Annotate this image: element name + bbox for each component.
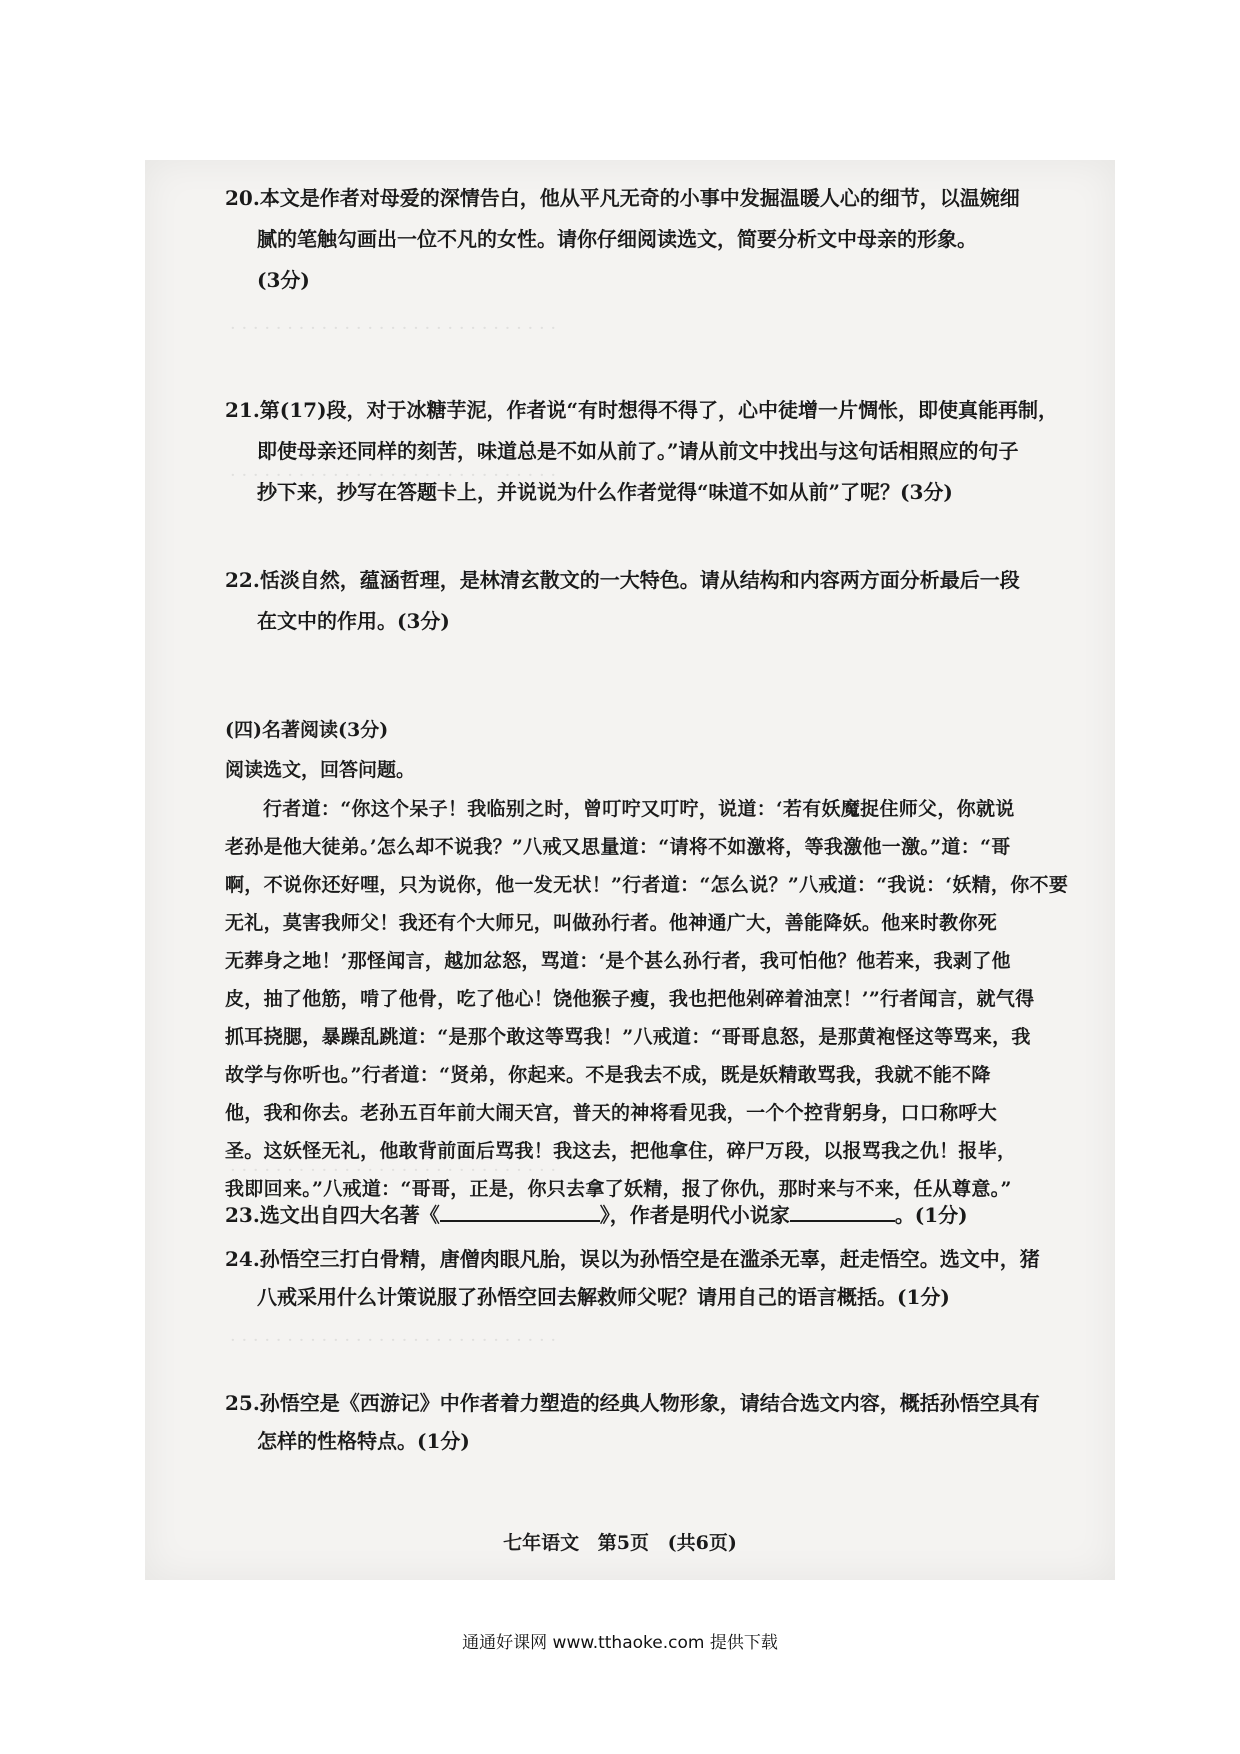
author-blank[interactable] [790,1198,895,1222]
passage-line: 行者道：“你这个呆子！我临别之时，曾叮咛又叮咛，说道：‘若有妖魔捉住师父，你就说 [263,798,1015,820]
passage-line: 抓耳挠腮，暴躁乱跳道：“是那个敢这等骂我！”八戒道：“哥哥息怒，是那黄袍怪这等骂来，我 [225,1026,1031,1048]
q21-line-2: 即使母亲还同样的刻苦，味道总是不如从前了。”请从前文中找出与这句话相照应的句子 [257,439,1019,463]
question-25 [225,1384,1065,1460]
reading-passage [225,790,1069,1208]
passage-line: 老孙是他大徒弟。’怎么却不说我？”八戒又思量道：“请将不如激将，等我激他一激。”道：“哥 [225,836,1011,858]
footer-total-pages: (共6页) [667,1532,737,1554]
book-title-blank[interactable] [440,1198,600,1222]
question-21 [225,390,1065,513]
q24-line-1: 24.孙悟空三打白骨精，唐僧肉眼凡胎，误以为孙悟空是在滥杀无辜，赶走悟空。选文中，猪 [225,1247,1040,1271]
q21-line-1: 21.第(17)段，对于冰糖芋泥，作者说“有时想得不得了，心中徒增一片惆怅，即使真能再制， [225,398,1059,422]
page-footer [0,1528,1240,1555]
passage-line: 无礼，莫害我师父！我还有个大师兄，叫做孙行者。他神通广大，善能降妖。他来时教你死 [225,912,998,934]
q22-line-1: 22.恬淡自然，蕴涵哲理，是林清玄散文的一大特色。请从结构和内容两方面分析最后一段 [225,568,1020,592]
q24-line-2: 八戒采用什么计策说服了孙悟空回去解救师父呢？请用自己的语言概括。(1分) [257,1285,950,1309]
q23-text-3: 。(1分) [894,1203,968,1227]
section-title: (四)名著阅读(3分) [225,719,389,741]
passage-line: 皮，抽了他筋，啃了他骨，吃了他心！饶他猴子瘦，我也把他剁碎着油烹！’”行者闻言，就气得 [225,988,1035,1010]
question-24 [225,1240,1065,1316]
passage-line: 故学与你听也。”行者道：“贤弟，你起来。不是我去不成，既是妖精敢骂我，我就不能不降 [225,1064,991,1086]
q23-text-2: 》，作者是明代小说家 [599,1203,790,1227]
bleed-through-text: · · · · · · · · · · · · · · · · · · · · · · · · · · · · · [230,1330,557,1351]
download-note: 通通好课网 www.tthaoke.com 提供下载 [462,1633,778,1653]
q25-line-2: 怎样的性格特点。(1分) [257,1429,470,1453]
passage-line: 我即回来。”八戒道：“哥哥，正是，你只去拿了妖精，报了你仇，那时来与不来，任从尊意。” [225,1178,1012,1200]
q25-line-1: 25.孙悟空是《西游记》中作者着力塑造的经典人物形象，请结合选文内容，概括孙悟空具有 [225,1391,1040,1415]
question-20 [225,178,1065,301]
passage-line: 啊，不说你还好哩，只为说你，他一发无状！”行者道：“怎么说？”八戒道：“我说：‘妖精，你不要 [225,874,1069,896]
q20-line-2: 腻的笔触勾画出一位不凡的女性。请你仔细阅读选文，简要分析文中母亲的形象。 [257,227,977,251]
bleed-through-text: · · · · · · · · · · · · · · · · · · · · · · · · · · · · · [230,1160,557,1181]
q23-text-1: 23.选文出自四大名著《 [225,1203,440,1227]
passage-line: 他，我和你去。老孙五百年前大闹天宫，普天的神将看见我，一个个控背躬身，口口称呼大 [225,1102,998,1124]
q20-line-1: 20.本文是作者对母爱的深情告白，他从平凡无奇的小事中发掘温暖人心的细节，以温婉细 [225,186,1020,210]
bleed-through-text: · · · · · · · · · · · · · · · · · · · · · · · · · · · · · [230,318,557,339]
section-instruction: 阅读选文，回答问题。 [225,759,416,781]
footer-page-number: 第5页 [597,1532,650,1554]
q20-line-3: (3分) [257,268,310,292]
q23-line [225,1198,1065,1232]
bleed-through-text: · · · · · · · · · · · · · · · · · · · · · · · · · · · · · [230,465,557,486]
q21-line-3: 抄下来，抄写在答题卡上，并说说为什么作者觉得“味道不如从前”了呢？(3分) [257,480,953,504]
footer-subject: 七年语文 [503,1532,580,1554]
q22-line-2: 在文中的作用。(3分) [257,609,450,633]
question-23 [225,1198,1065,1232]
passage-line: 圣。这妖怪无礼，他敢背前面后骂我！我这去，把他拿住，碎尸万段，以报骂我之仇！报毕， [225,1140,1017,1162]
question-22 [225,560,1065,642]
passage-line: 无葬身之地！’那怪闻言，越加忿怒，骂道：‘是个甚么孙行者，我可怕他？他若来，我剥了他 [225,950,1011,972]
